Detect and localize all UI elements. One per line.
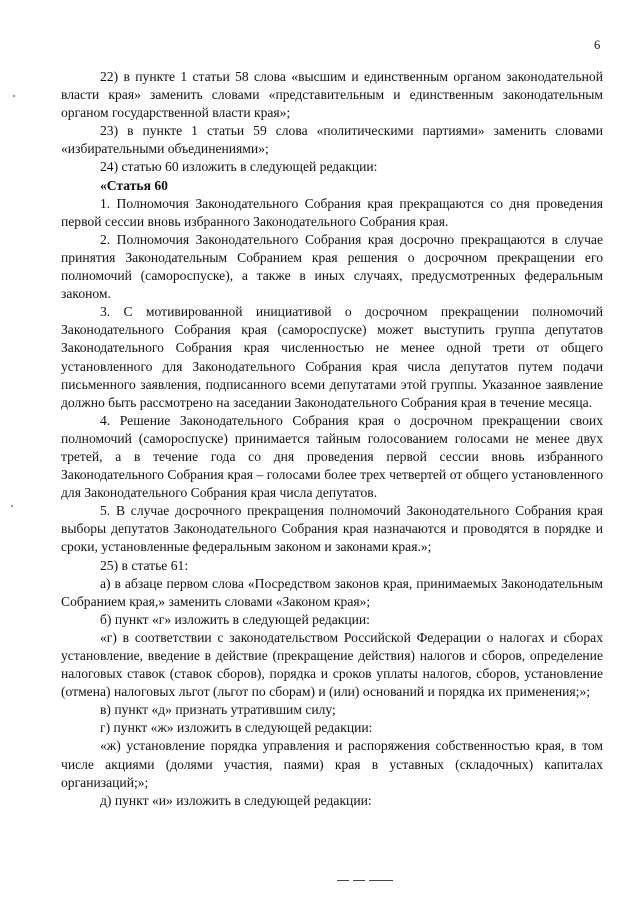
article-60-clause-5: 5. В случае досрочного прекращения полномочий Законодательного Собрания края выборы депутатов Законодательного Собрания края назначаются и проводятся в порядке и сроки, установленные федеральным законом и законами края.»;: [61, 503, 603, 555]
article-60-clause-4: 4. Решение Законодательного Собрания края о досрочном прекращении своих полномочий (самороспуске) принимается тайным голосованием голосами не менее двух третей, а в течение года со дня проведения первой сессии вновь избранного Законодательного Собрания края – голосами более трех четвертей от общего установленного для Законодательного Собрания края числа депутатов.: [61, 412, 603, 501]
subitem-d: д) пункт «и» изложить в следующей редакции:: [100, 792, 372, 808]
footer-mark: [337, 880, 349, 881]
footer-marks: [337, 880, 407, 884]
subitem-a: а) в абзаце первом слова «Посредством законов края, принимаемых Законодательным Собранием края,» заменить словами «Законом края»;: [61, 575, 603, 609]
page-number: 6: [594, 38, 601, 52]
paragraph-item-23: 23) в пункте 1 статьи 59 слова «политическими партиями» заменить словами «избирательными объединениями»;: [61, 123, 603, 157]
footer-mark: [353, 880, 365, 881]
paragraph-item-24: 24) статью 60 изложить в следующей редакции:: [100, 159, 378, 175]
article-60-clause-2: 2. Полномочия Законодательного Собрания края досрочно прекращаются в случае принятия Законодательным Собранием края решения о досрочном прекращении его полномочий (самороспуске), а также в иных случаях, предусмотренных федеральным законом.: [61, 231, 603, 302]
scan-speck: [13, 95, 15, 97]
paragraph-item-22: 22) в пункте 1 статьи 58 слова «высшим и единственным органом законодательной власти края» заменить словами «представительным и единственным законодательным органом государственной власти края»;: [61, 69, 603, 121]
subitem-b-text: «г) в соответствии с законодательством Российской Федерации о налогах и сборах установление, введение в действие (прекращение действия) налогов и сборов, определение налоговых ставок (ставок сборов), порядка и сроков уплаты налогов, сборов, установление (отмена) налоговых льгот (льгот по сборам) и (или) оснований и порядка их применения;»;: [61, 629, 603, 700]
footer-mark: [369, 880, 393, 881]
subitem-v: в) пункт «д» признать утратившим силу;: [100, 702, 336, 718]
document-body: [61, 68, 603, 810]
scan-speck: [11, 505, 13, 507]
article-60-heading: «Статья 60: [100, 177, 168, 193]
article-60-clause-3: 3. С мотивированной инициативой о досрочном прекращении полномочий Законодательного Собрания края (самороспуске) может выступить группа депутатов Законодательного Собрания края численностью не менее одной трети от общего установленного для Законодательного Собрания края числа депутатов путем подачи письменного заявления, подписанного всеми депутатами этой группы. Указанное заявление должно быть рассмотрено на заседании Законодательного Собрания края в течение месяца.: [61, 304, 603, 410]
subitem-g-text: «ж) установление порядка управления и распоряжения собственностью края, в том числе акциями (долями участия, паями) края в уставных (складочных) капиталах организаций;»;: [61, 738, 603, 790]
subitem-b: б) пункт «г» изложить в следующей редакции:: [100, 611, 370, 627]
paragraph-item-25: 25) в статье 61:: [100, 557, 189, 573]
subitem-g: г) пункт «ж» изложить в следующей редакции:: [100, 720, 373, 736]
article-60-clause-1: 1. Полномочия Законодательного Собрания края прекращаются со дня проведения первой сессии вновь избранного Законодательного Собрания края.: [61, 195, 603, 229]
